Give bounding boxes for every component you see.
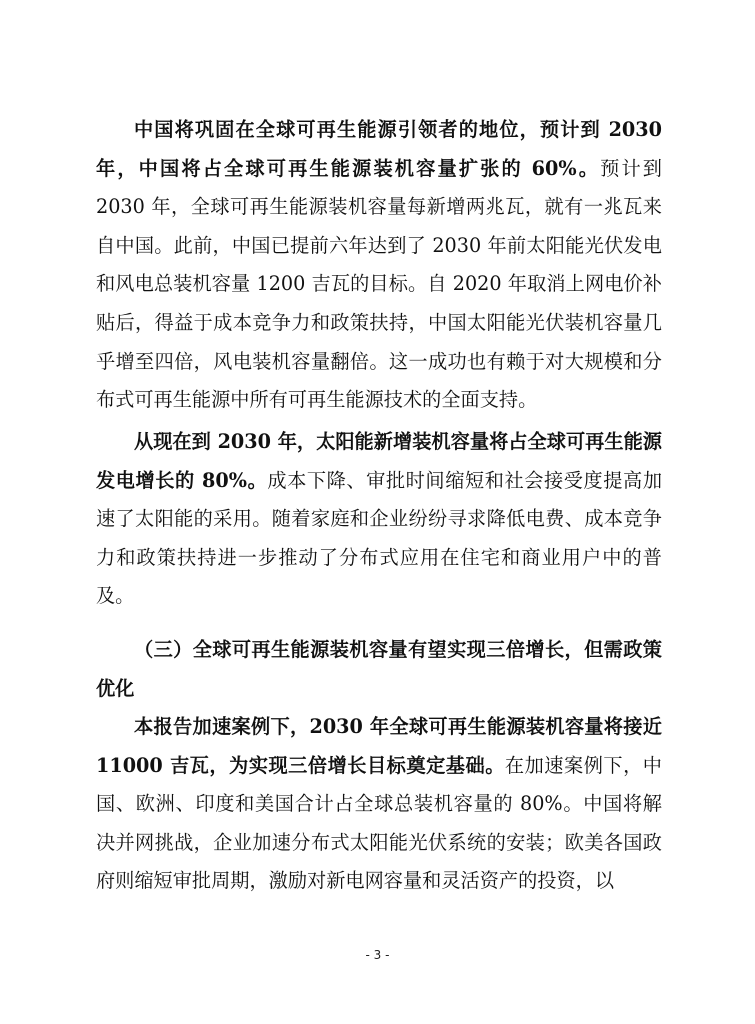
paragraph-lead-bold: 从现在到 2030 年，太阳能新增装机容量将占全球可再生能源发电增长的 80%。 xyxy=(96,430,662,492)
paragraph-accelerated-case xyxy=(96,708,662,901)
paragraph-lead-bold: 中国将巩固在全球可再生能源引领者的地位，预计到 2030 年，中国将占全球可再生能源装机容量扩张的 60%。 xyxy=(96,118,662,180)
paragraph-body-text: 成本下降、审批时间缩短和社会接受度提高加速了太阳能的采用。随着家庭和企业纷纷寻求降低电费、成本竞争力和政策扶持进一步推动了分布式应用在住宅和商业用户中的普及。 xyxy=(96,468,663,608)
paragraph-solar-growth xyxy=(96,423,662,616)
paragraph-china-leadership xyxy=(96,111,662,420)
paragraph-lead-bold: 本报告加速案例下，2030 年全球可再生能源装机容量将接近 11000 吉瓦，为实现三倍增长目标奠定基础。 xyxy=(96,715,662,777)
section-heading: （三）全球可再生能源装机容量有望实现三倍增长，但需政策优化 xyxy=(96,638,662,700)
page-number: - 3 - xyxy=(365,948,390,962)
paragraph-body-text: 在加速案例下，中国、欧洲、印度和美国合计占全球总装机容量的 80%。中国将解决并网挑战，企业加速分布式太阳能光伏系统的安装；欧美各国政府则缩短审批周期，激励对新电网容量和灵活资产的投资，以 xyxy=(96,753,662,893)
paragraph-body-text: 预计到 2030 年，全球可再生能源装机容量每新增两兆瓦，就有一兆瓦来自中国。此前，中国已提前六年达到了 2030 年前太阳能光伏发电和风电总装机容量 1200 吉瓦的目标。自 2020 年取消上网电价补贴后，得益于成本竞争力和政策扶持，中国太阳能光伏装机容量几乎增至四倍，风电装机容量翻倍。这一成功也有赖于对大规模和分布式可再生能源中所有可再生能源技术的全面支持。 xyxy=(96,156,662,412)
